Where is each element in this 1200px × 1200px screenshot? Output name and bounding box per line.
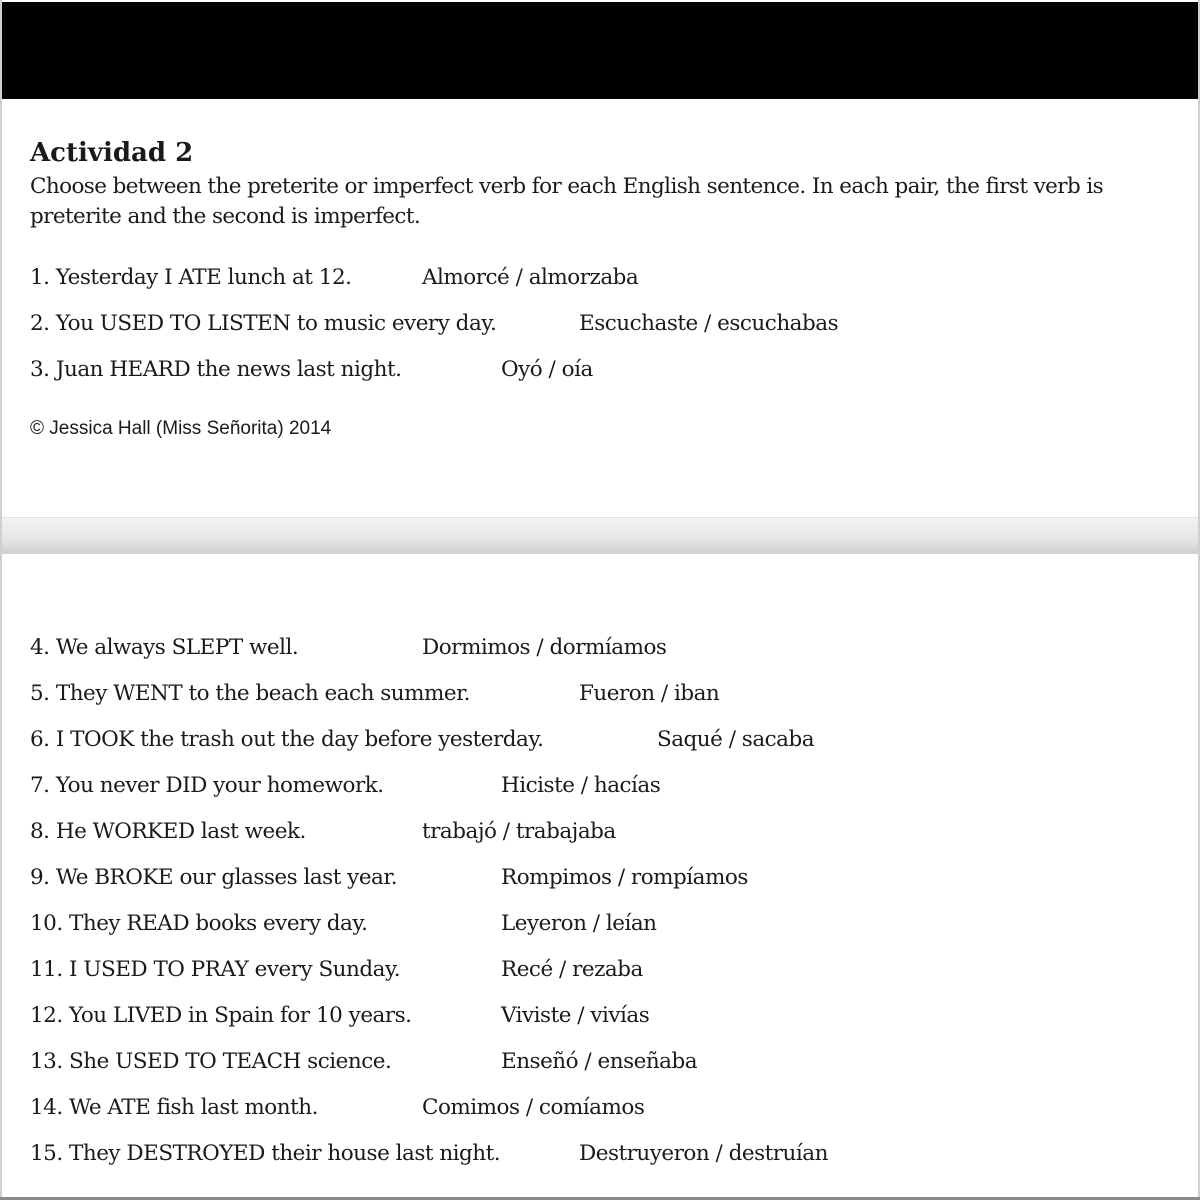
exercise-item-14 xyxy=(30,1093,1170,1123)
exercise-sentence: 12. You LIVED in Spain for 10 years. xyxy=(30,1003,412,1028)
exercise-item-13 xyxy=(30,1047,1170,1077)
exercise-sentence: 5. They WENT to the beach each summer. xyxy=(30,681,470,706)
black-header-bar xyxy=(2,2,1198,99)
exercise-sentence: 2. You USED TO LISTEN to music every day. xyxy=(30,311,497,336)
activity-title: Actividad 2 xyxy=(30,138,194,168)
verb-options: Fueron / iban xyxy=(579,681,720,706)
exercise-item-1 xyxy=(30,263,1170,293)
exercise-item-4 xyxy=(30,633,1170,663)
verb-options: Destruyeron / destruían xyxy=(579,1141,828,1166)
verb-options: Viviste / vivías xyxy=(501,1003,650,1028)
exercise-sentence: 3. Juan HEARD the news last night. xyxy=(30,357,402,382)
exercise-sentence: 6. I TOOK the trash out the day before yesterday. xyxy=(30,727,544,752)
exercise-item-12 xyxy=(30,1001,1170,1031)
verb-options: Rompimos / rompíamos xyxy=(501,865,748,890)
exercise-sentence: 14. We ATE fish last month. xyxy=(30,1095,318,1120)
verb-options: Oyó / oía xyxy=(501,357,593,382)
exercise-sentence: 11. I USED TO PRAY every Sunday. xyxy=(30,957,401,982)
verb-options: Almorcé / almorzaba xyxy=(422,265,639,290)
exercise-sentence: 10. They READ books every day. xyxy=(30,911,368,936)
verb-options: Leyeron / leían xyxy=(501,911,657,936)
verb-options: Comimos / comíamos xyxy=(422,1095,645,1120)
verb-options: Dormimos / dormíamos xyxy=(422,635,667,660)
verb-options: Saqué / sacaba xyxy=(657,727,815,752)
exercise-item-11 xyxy=(30,955,1170,985)
verb-options: Enseñó / enseñaba xyxy=(501,1049,698,1074)
verb-options: trabajó / trabajaba xyxy=(422,819,616,844)
exercise-sentence: 7. You never DID your homework. xyxy=(30,773,384,798)
frame-left-edge xyxy=(0,0,2,1200)
exercise-item-9 xyxy=(30,863,1170,893)
exercise-sentence: 8. He WORKED last week. xyxy=(30,819,306,844)
exercise-item-10 xyxy=(30,909,1170,939)
verb-options: Escuchaste / escuchabas xyxy=(579,311,839,336)
exercise-item-6 xyxy=(30,725,1170,755)
exercise-item-8 xyxy=(30,817,1170,847)
activity-instructions: Choose between the preterite or imperfect verb for each English sentence. In each pair, the first verb is preterite and the second is imperfect. xyxy=(30,174,1104,229)
exercise-item-7 xyxy=(30,771,1170,801)
exercise-item-3 xyxy=(30,355,1170,385)
exercise-sentence: 13. She USED TO TEACH science. xyxy=(30,1049,392,1074)
exercise-item-5 xyxy=(30,679,1170,709)
verb-options: Hiciste / hacías xyxy=(501,773,661,798)
exercise-sentence: 9. We BROKE our glasses last year. xyxy=(30,865,398,890)
page-break-divider xyxy=(2,517,1198,554)
exercise-sentence: 4. We always SLEPT well. xyxy=(30,635,299,660)
exercise-sentence: 1. Yesterday I ATE lunch at 12. xyxy=(30,265,352,290)
copyright-notice: © Jessica Hall (Miss Señorita) 2014 xyxy=(30,418,332,439)
verb-options: Recé / rezaba xyxy=(501,957,643,982)
exercise-item-15 xyxy=(30,1139,1170,1169)
exercise-sentence: 15. They DESTROYED their house last night. xyxy=(30,1141,501,1166)
exercise-item-2 xyxy=(30,309,1170,339)
